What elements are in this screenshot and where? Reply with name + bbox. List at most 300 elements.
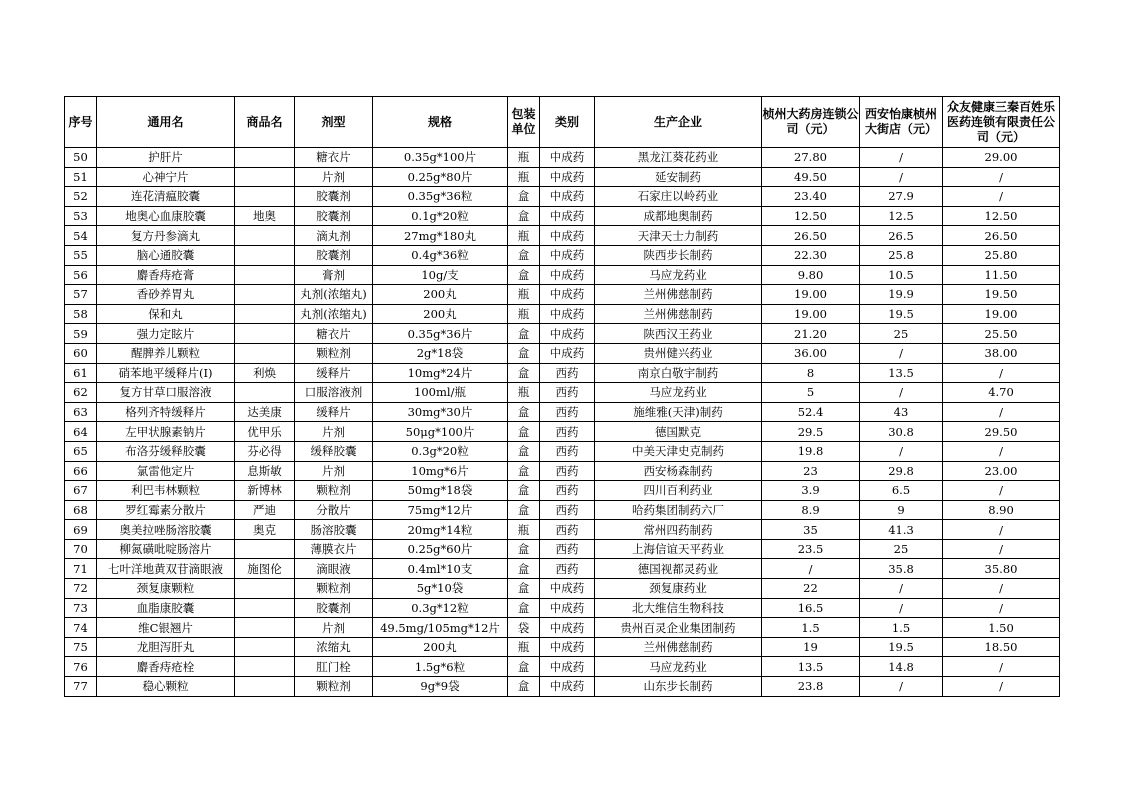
cell-dosage-form: 胶囊剂 [295,206,373,226]
cell-generic-name: 龙胆泻肝丸 [97,637,235,657]
cell-dosage-form: 颗粒剂 [295,579,373,599]
cell-category: 中成药 [540,637,595,657]
col-header-specification: 规格 [373,97,508,148]
cell-index: 67 [65,481,97,501]
cell-generic-name: 护肝片 [97,148,235,168]
cell-brand-name [235,148,295,168]
cell-index: 61 [65,363,97,383]
cell-brand-name [235,285,295,305]
cell-brand-name [235,226,295,246]
table-row [65,343,1060,363]
cell-category: 西药 [540,402,595,422]
cell-price-store-3: 11.50 [943,265,1060,285]
cell-dosage-form: 口服溶液剂 [295,383,373,403]
cell-dosage-form: 颗粒剂 [295,343,373,363]
table-row [65,383,1060,403]
cell-brand-name: 达美康 [235,402,295,422]
cell-price-store-1: 8.9 [762,500,860,520]
col-header-index: 序号 [65,97,97,148]
cell-price-store-2: / [860,167,943,187]
cell-specification: 75mg*12片 [373,500,508,520]
cell-category: 中成药 [540,657,595,677]
cell-manufacturer: 德国默克 [595,422,762,442]
cell-brand-name [235,324,295,344]
cell-generic-name: 硝苯地平缓释片(Ⅰ) [97,363,235,383]
cell-brand-name [235,383,295,403]
cell-index: 75 [65,637,97,657]
cell-package-unit: 瓶 [508,148,540,168]
cell-package-unit: 盒 [508,206,540,226]
cell-price-store-1: 36.00 [762,343,860,363]
cell-index: 69 [65,520,97,540]
cell-dosage-form: 肛门栓 [295,657,373,677]
cell-category: 中成药 [540,167,595,187]
cell-index: 58 [65,304,97,324]
col-header-generic-name: 通用名 [97,97,235,148]
cell-price-store-1: 19 [762,637,860,657]
cell-brand-name: 奥克 [235,520,295,540]
table-row [65,677,1060,697]
cell-specification: 50mg*18袋 [373,481,508,501]
cell-index: 53 [65,206,97,226]
cell-index: 62 [65,383,97,403]
cell-index: 76 [65,657,97,677]
cell-package-unit: 盒 [508,559,540,579]
cell-specification: 20mg*14粒 [373,520,508,540]
cell-category: 西药 [540,383,595,403]
cell-brand-name: 严迪 [235,500,295,520]
cell-manufacturer: 马应龙药业 [595,383,762,403]
cell-price-store-3: 19.50 [943,285,1060,305]
cell-manufacturer: 施维雅(天津)制药 [595,402,762,422]
cell-price-store-3: 19.00 [943,304,1060,324]
cell-package-unit: 盒 [508,677,540,697]
cell-category: 西药 [540,422,595,442]
cell-price-store-3: / [943,402,1060,422]
cell-index: 66 [65,461,97,481]
cell-brand-name [235,187,295,207]
cell-index: 63 [65,402,97,422]
cell-specification: 1.5g*6粒 [373,657,508,677]
cell-price-store-1: 27.80 [762,148,860,168]
cell-package-unit: 瓶 [508,167,540,187]
cell-category: 中成药 [540,226,595,246]
table-row [65,167,1060,187]
cell-specification: 0.35g*36片 [373,324,508,344]
cell-category: 西药 [540,481,595,501]
table-row [65,559,1060,579]
cell-generic-name: 氯雷他定片 [97,461,235,481]
table-row [65,422,1060,442]
cell-dosage-form: 肠溶胶囊 [295,520,373,540]
cell-dosage-form: 浓缩丸 [295,637,373,657]
cell-package-unit: 盒 [508,657,540,677]
cell-specification: 200丸 [373,637,508,657]
cell-price-store-3: / [943,167,1060,187]
table-row [65,520,1060,540]
cell-price-store-2: 43 [860,402,943,422]
table-row [65,539,1060,559]
price-table [64,96,1060,697]
cell-price-store-2: / [860,677,943,697]
cell-index: 50 [65,148,97,168]
cell-manufacturer: 马应龙药业 [595,265,762,285]
cell-price-store-2: 14.8 [860,657,943,677]
cell-generic-name: 心神宁片 [97,167,235,187]
cell-category: 中成药 [540,206,595,226]
cell-specification: 100ml/瓶 [373,383,508,403]
cell-package-unit: 盒 [508,500,540,520]
cell-package-unit: 盒 [508,324,540,344]
cell-specification: 2g*18袋 [373,343,508,363]
cell-dosage-form: 缓释片 [295,402,373,422]
cell-category: 中成药 [540,343,595,363]
cell-dosage-form: 胶囊剂 [295,598,373,618]
cell-brand-name [235,598,295,618]
cell-manufacturer: 兰州佛慈制药 [595,285,762,305]
cell-category: 中成药 [540,265,595,285]
table-row [65,481,1060,501]
price-comparison-sheet [64,96,1060,697]
cell-category: 西药 [540,559,595,579]
cell-brand-name [235,265,295,285]
cell-index: 52 [65,187,97,207]
col-header-price-store-1: 桢州大药房连锁公司（元） [762,97,860,148]
cell-generic-name: 柳氮磺吡啶肠溶片 [97,539,235,559]
cell-price-store-1: 8 [762,363,860,383]
cell-category: 中成药 [540,579,595,599]
cell-index: 54 [65,226,97,246]
cell-category: 中成药 [540,285,595,305]
cell-price-store-1: 5 [762,383,860,403]
cell-dosage-form: 颗粒剂 [295,481,373,501]
cell-manufacturer: 贵州百灵企业集团制药 [595,618,762,638]
cell-package-unit: 盒 [508,579,540,599]
table-row [65,187,1060,207]
header-row [65,97,1060,148]
cell-index: 72 [65,579,97,599]
cell-package-unit: 瓶 [508,304,540,324]
cell-price-store-2: / [860,441,943,461]
cell-index: 70 [65,539,97,559]
cell-price-store-1: 1.5 [762,618,860,638]
cell-price-store-3: / [943,481,1060,501]
cell-generic-name: 脑心通胶囊 [97,245,235,265]
cell-brand-name: 利焕 [235,363,295,383]
cell-generic-name: 复方丹参滴丸 [97,226,235,246]
cell-price-store-2: 30.8 [860,422,943,442]
cell-price-store-1: 23.40 [762,187,860,207]
cell-brand-name [235,304,295,324]
cell-dosage-form: 丸剂(浓缩丸) [295,285,373,305]
cell-package-unit: 盒 [508,441,540,461]
cell-manufacturer: 兰州佛慈制药 [595,637,762,657]
cell-category: 西药 [540,363,595,383]
cell-category: 中成药 [540,618,595,638]
cell-category: 中成药 [540,324,595,344]
table-row [65,304,1060,324]
cell-price-store-1: 29.5 [762,422,860,442]
cell-dosage-form: 胶囊剂 [295,245,373,265]
cell-generic-name: 七叶洋地黄双苷滴眼液 [97,559,235,579]
cell-index: 68 [65,500,97,520]
cell-price-store-2: / [860,343,943,363]
cell-category: 中成药 [540,677,595,697]
table-header [65,97,1060,148]
cell-category: 西药 [540,461,595,481]
cell-dosage-form: 膏剂 [295,265,373,285]
cell-index: 55 [65,245,97,265]
cell-generic-name: 颈复康颗粒 [97,579,235,599]
col-header-dosage-form: 剂型 [295,97,373,148]
cell-price-store-2: 19.5 [860,304,943,324]
cell-specification: 5g*10袋 [373,579,508,599]
cell-price-store-2: 27.9 [860,187,943,207]
cell-price-store-3: / [943,677,1060,697]
cell-price-store-2: 10.5 [860,265,943,285]
cell-price-store-3: / [943,441,1060,461]
table-row [65,441,1060,461]
cell-specification: 30mg*30片 [373,402,508,422]
cell-category: 中成药 [540,187,595,207]
cell-brand-name [235,539,295,559]
cell-dosage-form: 片剂 [295,167,373,187]
cell-generic-name: 麝香痔疮膏 [97,265,235,285]
table-row [65,500,1060,520]
table-row [65,598,1060,618]
cell-price-store-3: 29.00 [943,148,1060,168]
cell-manufacturer: 成都地奥制药 [595,206,762,226]
cell-manufacturer: 西安杨森制药 [595,461,762,481]
cell-generic-name: 地奥心血康胶囊 [97,206,235,226]
cell-price-store-1: 19.00 [762,304,860,324]
cell-price-store-3: 23.00 [943,461,1060,481]
cell-specification: 0.1g*20粒 [373,206,508,226]
cell-specification: 0.25g*80片 [373,167,508,187]
cell-price-store-1: 12.50 [762,206,860,226]
cell-price-store-2: 25 [860,539,943,559]
cell-brand-name [235,677,295,697]
cell-price-store-3: / [943,579,1060,599]
cell-specification: 27mg*180丸 [373,226,508,246]
cell-category: 西药 [540,500,595,520]
cell-package-unit: 瓶 [508,285,540,305]
cell-manufacturer: 天津天士力制药 [595,226,762,246]
cell-dosage-form: 分散片 [295,500,373,520]
cell-price-store-1: 16.5 [762,598,860,618]
cell-price-store-3: / [943,520,1060,540]
cell-specification: 0.3g*20粒 [373,441,508,461]
cell-package-unit: 盒 [508,422,540,442]
cell-price-store-3: 1.50 [943,618,1060,638]
cell-brand-name [235,343,295,363]
cell-package-unit: 瓶 [508,383,540,403]
cell-price-store-2: 25 [860,324,943,344]
cell-manufacturer: 颈复康药业 [595,579,762,599]
cell-price-store-2: 26.5 [860,226,943,246]
cell-manufacturer: 黑龙江葵花药业 [595,148,762,168]
cell-manufacturer: 山东步长制药 [595,677,762,697]
col-header-manufacturer: 生产企业 [595,97,762,148]
cell-manufacturer: 兰州佛慈制药 [595,304,762,324]
col-header-brand-name: 商品名 [235,97,295,148]
cell-package-unit: 盒 [508,245,540,265]
cell-manufacturer: 陕西汉王药业 [595,324,762,344]
cell-price-store-3: 18.50 [943,637,1060,657]
table-row [65,245,1060,265]
cell-manufacturer: 四川百利药业 [595,481,762,501]
cell-price-store-3: 38.00 [943,343,1060,363]
cell-index: 77 [65,677,97,697]
cell-price-store-1: 3.9 [762,481,860,501]
cell-brand-name [235,579,295,599]
col-header-package-unit: 包装单位 [508,97,540,148]
cell-price-store-1: 23.8 [762,677,860,697]
cell-package-unit: 盒 [508,481,540,501]
cell-price-store-1: 26.50 [762,226,860,246]
cell-generic-name: 维C银翘片 [97,618,235,638]
cell-specification: 10mg*24片 [373,363,508,383]
cell-price-store-3: / [943,539,1060,559]
cell-brand-name: 芬必得 [235,441,295,461]
cell-generic-name: 连花清瘟胶囊 [97,187,235,207]
cell-index: 57 [65,285,97,305]
cell-generic-name: 罗红霉素分散片 [97,500,235,520]
cell-index: 51 [65,167,97,187]
cell-price-store-2: / [860,383,943,403]
cell-generic-name: 布洛芬缓释胶囊 [97,441,235,461]
table-row [65,363,1060,383]
cell-price-store-2: 1.5 [860,618,943,638]
cell-specification: 49.5mg/105mg*12片 [373,618,508,638]
cell-price-store-1: 22 [762,579,860,599]
cell-package-unit: 盒 [508,539,540,559]
cell-category: 西药 [540,539,595,559]
cell-index: 59 [65,324,97,344]
cell-manufacturer: 德国视都灵药业 [595,559,762,579]
cell-brand-name [235,657,295,677]
cell-index: 74 [65,618,97,638]
cell-manufacturer: 北大维信生物科技 [595,598,762,618]
cell-dosage-form: 糖衣片 [295,148,373,168]
table-row [65,285,1060,305]
cell-dosage-form: 滴眼液 [295,559,373,579]
cell-generic-name: 利巴韦林颗粒 [97,481,235,501]
table-row [65,206,1060,226]
cell-category: 中成药 [540,148,595,168]
cell-generic-name: 麝香痔疮栓 [97,657,235,677]
cell-price-store-1: 19.00 [762,285,860,305]
table-row [65,324,1060,344]
table-row [65,265,1060,285]
cell-generic-name: 血脂康胶囊 [97,598,235,618]
cell-generic-name: 强力定眩片 [97,324,235,344]
cell-dosage-form: 缓释片 [295,363,373,383]
cell-index: 56 [65,265,97,285]
cell-brand-name: 息斯敏 [235,461,295,481]
cell-specification: 0.4g*36粒 [373,245,508,265]
cell-specification: 0.35g*100片 [373,148,508,168]
cell-dosage-form: 滴丸剂 [295,226,373,246]
cell-price-store-2: 9 [860,500,943,520]
table-row [65,637,1060,657]
cell-index: 60 [65,343,97,363]
cell-manufacturer: 贵州健兴药业 [595,343,762,363]
cell-generic-name: 奥美拉唑肠溶胶囊 [97,520,235,540]
cell-manufacturer: 南京白敬宇制药 [595,363,762,383]
cell-manufacturer: 马应龙药业 [595,657,762,677]
cell-dosage-form: 胶囊剂 [295,187,373,207]
cell-brand-name [235,618,295,638]
cell-category: 西药 [540,441,595,461]
cell-index: 65 [65,441,97,461]
cell-price-store-2: 41.3 [860,520,943,540]
cell-category: 中成药 [540,598,595,618]
cell-package-unit: 盒 [508,343,540,363]
cell-index: 71 [65,559,97,579]
cell-generic-name: 左甲状腺素钠片 [97,422,235,442]
cell-brand-name [235,637,295,657]
cell-price-store-3: / [943,187,1060,207]
cell-dosage-form: 片剂 [295,461,373,481]
cell-package-unit: 袋 [508,618,540,638]
cell-price-store-3: 12.50 [943,206,1060,226]
col-header-price-store-3: 众友健康三秦百姓乐医药连锁有限责任公司（元） [943,97,1060,148]
cell-price-store-1: 23.5 [762,539,860,559]
cell-package-unit: 盒 [508,265,540,285]
cell-price-store-3: 26.50 [943,226,1060,246]
cell-generic-name: 醒脾养儿颗粒 [97,343,235,363]
cell-price-store-2: 19.9 [860,285,943,305]
cell-specification: 0.4ml*10支 [373,559,508,579]
cell-price-store-3: 25.80 [943,245,1060,265]
cell-dosage-form: 片剂 [295,422,373,442]
cell-specification: 200丸 [373,285,508,305]
cell-package-unit: 瓶 [508,226,540,246]
cell-price-store-2: 6.5 [860,481,943,501]
cell-price-store-1: 49.50 [762,167,860,187]
cell-price-store-2: 19.5 [860,637,943,657]
cell-dosage-form: 颗粒剂 [295,677,373,697]
cell-price-store-1: 35 [762,520,860,540]
cell-dosage-form: 片剂 [295,618,373,638]
cell-manufacturer: 延安制药 [595,167,762,187]
table-row [65,657,1060,677]
cell-package-unit: 盒 [508,363,540,383]
cell-generic-name: 复方甘草口服溶液 [97,383,235,403]
cell-price-store-1: 23 [762,461,860,481]
cell-price-store-3: 25.50 [943,324,1060,344]
cell-brand-name: 优甲乐 [235,422,295,442]
cell-dosage-form: 缓释胶囊 [295,441,373,461]
cell-dosage-form: 糖衣片 [295,324,373,344]
table-row [65,148,1060,168]
cell-price-store-1: 9.80 [762,265,860,285]
cell-price-store-2: 12.5 [860,206,943,226]
cell-generic-name: 格列齐特缓释片 [97,402,235,422]
table-row [65,579,1060,599]
cell-price-store-1: / [762,559,860,579]
cell-package-unit: 盒 [508,402,540,422]
cell-brand-name: 施图伦 [235,559,295,579]
table-row [65,461,1060,481]
cell-generic-name: 稳心颗粒 [97,677,235,697]
cell-brand-name: 地奥 [235,206,295,226]
cell-index: 64 [65,422,97,442]
cell-package-unit: 瓶 [508,637,540,657]
cell-brand-name [235,167,295,187]
cell-index: 73 [65,598,97,618]
